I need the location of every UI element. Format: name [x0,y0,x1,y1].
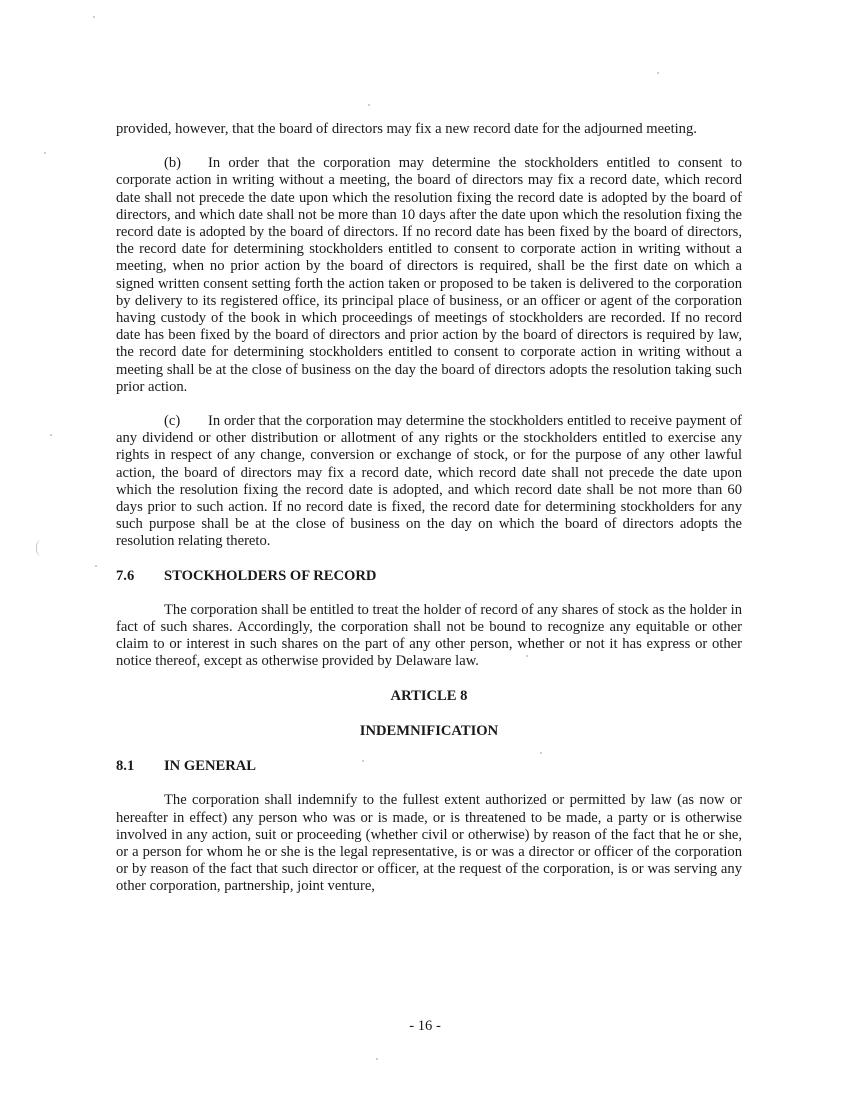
scan-speck [44,152,46,154]
continued-paragraph: provided, however, that the board of directors may fix a new record date for the adjourned meeting. [116,121,697,137]
article-title-heading: INDEMNIFICATION [359,722,499,739]
scan-speck [657,72,659,74]
paragraph-c-label: (c) [164,413,181,430]
paragraph-b-label: (b) [164,155,182,172]
article-number-heading: ARTICLE 8 [390,687,468,704]
paragraph-c [116,413,742,551]
paragraph-b [116,155,742,396]
scan-margin-mark [36,540,43,556]
scan-speck [95,565,97,567]
section-7-6-number: 7.6 [116,567,135,584]
paragraph-c-text: In order that the corporation may determine the stockholders entitled to receive payment of any dividend or other distribution or allotment of any rights or the stockholders entitled to exercise any rights in respect of any change, conversion or exchange of stock, or for the purpose of any other lawful action, the board of directors may fix a record date, which record date shall not precede the date upon which the resolution fixing the record date is adopted, and which record date shall be not more than 60 days prior to such action. If no record date is fixed, the record date for determining stockholders for any such purpose shall be at the close of business on the day on which the board of directors adopts the resolution relating thereto. [116,413,742,550]
section-8-1-title: IN GENERAL [164,758,257,775]
section-8-1-text: The corporation shall indemnify to the fullest extent authorized or permitted by law (as now or hereafter in effect) any person who was or is made, or is threatened to be made, a party or is otherwise involved in any action, suit or proceeding (whether civil or otherwise) by reason of the fact that he or she, or a person for whom he or she is the legal representative, is or was a director or officer of the corporation or by reason of the fact that such director or officer, at the request of the corporation, is or was serving any other corporation, partnership, joint venture, [116,792,742,895]
page-number: - 16 - [409,1018,441,1034]
scan-speck [50,434,52,436]
scan-speck [368,104,370,106]
scan-speck [376,1058,378,1060]
section-8-1-number: 8.1 [116,758,135,775]
section-8-1-heading [116,758,742,775]
scan-speck [93,16,95,18]
document-body [116,121,742,896]
section-7-6-title: STOCKHOLDERS OF RECORD [164,567,377,584]
section-7-6-heading [116,568,742,585]
paragraph-b-text: In order that the corporation may determine the stockholders entitled to consent to corporate action in writing without a meeting, the board of directors may fix a record date, which record date shall not precede the date upon which the resolution fixing the record date is adopted by the board of directors, and which date shall not be more than 10 days after the date upon which the resolution fixing the record date is adopted by the board of directors. If no record date has been fixed by the board of directors, the record date for determining stockholders entitled to consent to corporate action in writing without a meeting, when no prior action by the board of directors is required, shall be the first date on which a signed written consent setting forth the action taken or proposed to be taken is delivered to the corporation by delivery to its registered office, its principal place of business, or an officer or agent of the corporation having custody of the book in which proceedings of meetings of stockholders are recorded. If no record date has been fixed by the board of directors and prior action by the board of directors is required by law, the record date for determining stockholders entitled to consent to corporate action in writing without a meeting shall be at the close of business on the day the board of directors adopts the resolution taking such prior action. [116,155,742,395]
section-7-6-text: The corporation shall be entitled to treat the holder of record of any shares of stock as the holder in fact of such shares. Accordingly, the corporation shall not be bound to recognize any equitable or other claim to or interest in such shares on the part of any other person, whether or not it has express or other notice thereof, except as otherwise provided by Delaware law. [116,601,742,670]
